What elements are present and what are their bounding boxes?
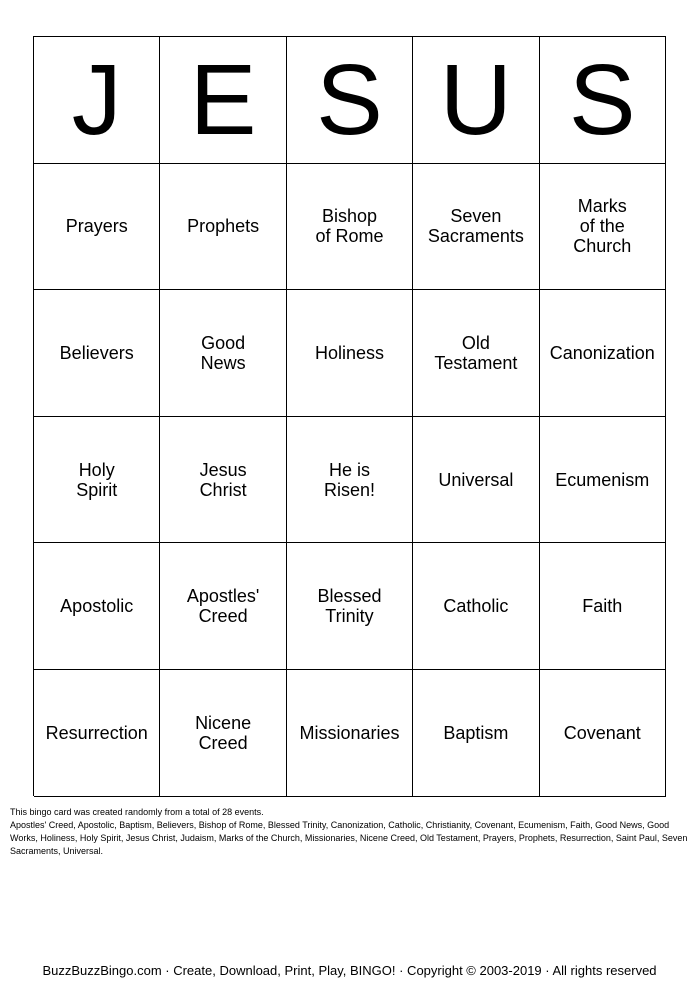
header-letter-s-2: S <box>540 37 666 164</box>
bingo-cell: He is Risen! <box>287 417 413 544</box>
bingo-cell: Canonization <box>540 290 666 417</box>
bingo-cell: Faith <box>540 543 666 670</box>
bingo-cell: Blessed Trinity <box>287 543 413 670</box>
header-letter-e: E <box>160 37 286 164</box>
bingo-cell: Covenant <box>540 670 666 797</box>
header-letter-u: U <box>413 37 539 164</box>
header-letter-s: S <box>287 37 413 164</box>
bingo-cell: Seven Sacraments <box>413 164 539 291</box>
bingo-cell: Prayers <box>34 164 160 291</box>
bingo-cell: Resurrection <box>34 670 160 797</box>
bingo-cell: Missionaries <box>287 670 413 797</box>
bingo-cell: Old Testament <box>413 290 539 417</box>
bingo-cell: Good News <box>160 290 286 417</box>
bingo-cell: Holy Spirit <box>34 417 160 544</box>
header-letter-j: J <box>34 37 160 164</box>
bingo-cell: Believers <box>34 290 160 417</box>
event-list: Apostles' Creed, Apostolic, Baptism, Believers, Bishop of Rome, Blessed Trinity, Canonization, Catholic, Christianity, Covenant, Ecumenism, Faith, Good News, Good Works, Holiness, Holy Spirit, Jesus Christ, Judaism, Marks of the Church, Missionaries, Nicene Creed, Old Testament, Prayers, Prophets, Resurrection, Saint Paul, Seven Sacraments, Universal. <box>10 820 688 856</box>
bingo-cell: Holiness <box>287 290 413 417</box>
bingo-cell: Apostolic <box>34 543 160 670</box>
bingo-cell: Apostles' Creed <box>160 543 286 670</box>
bingo-cell: Catholic <box>413 543 539 670</box>
site-footer: BuzzBuzzBingo.com · Create, Download, Print, Play, BINGO! · Copyright © 2003-2019 · All rights reserved <box>42 963 657 978</box>
bingo-cell: Universal <box>413 417 539 544</box>
bingo-cell: Nicene Creed <box>160 670 286 797</box>
bingo-row-1 <box>34 164 666 291</box>
bingo-cell: Ecumenism <box>540 417 666 544</box>
bingo-cell: Jesus Christ <box>160 417 286 544</box>
bingo-cell: Baptism <box>413 670 539 797</box>
bingo-header-row <box>34 37 666 164</box>
bingo-cell: Bishop of Rome <box>287 164 413 291</box>
card-generation-note <box>10 806 690 858</box>
bingo-row-3 <box>34 417 666 544</box>
bingo-card <box>33 36 666 796</box>
bingo-row-2 <box>34 290 666 417</box>
bingo-row-5 <box>34 670 666 797</box>
bingo-row-4 <box>34 543 666 670</box>
note-intro: This bingo card was created randomly from a total of 28 events. <box>10 807 264 817</box>
bingo-cell: Marks of the Church <box>540 164 666 291</box>
bingo-cell: Prophets <box>160 164 286 291</box>
